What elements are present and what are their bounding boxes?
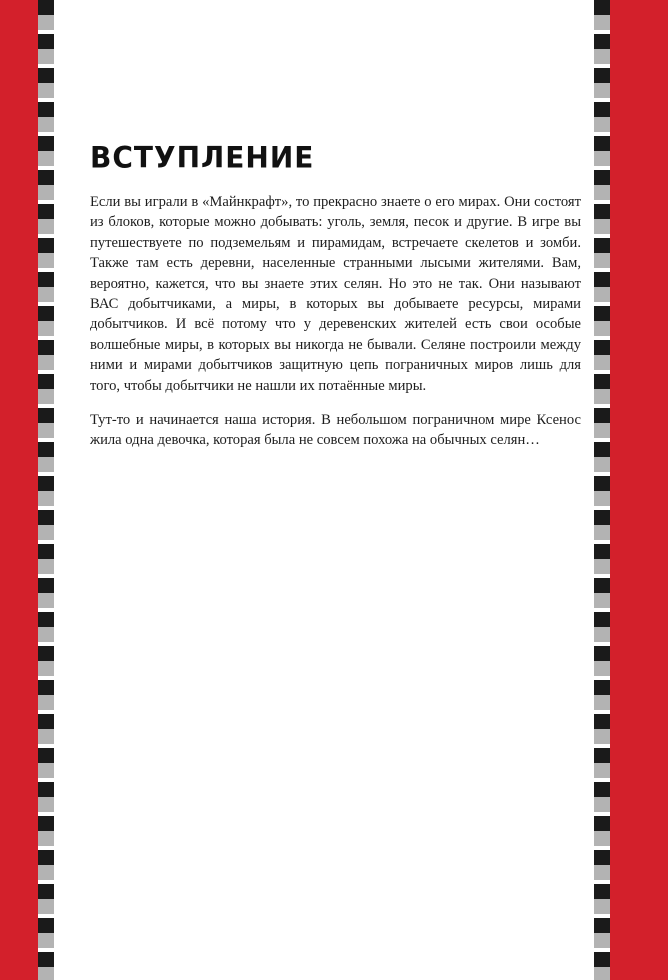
intro-paragraph-2: Тут-то и начинается наша история. В небольшом пограничном мире Ксенос жила одна девочка, которая была не совсем похожа на обычных селян… [90,412,581,449]
left-red-border [0,0,38,980]
right-red-border [610,0,668,980]
page-content [90,140,581,465]
right-checker-strip [594,0,610,980]
intro-paragraph-1: Если вы играли в «Майнкрафт», то прекрасно знаете о его мирах. Они состоят из блоков, которые можно добывать: уголь, земля, песок и другие. В игре вы путешествуете по подземельям и пирамидам, встречаете скелетов и зомби. Также там есть деревни, населенные странными лысыми жителями. Вам, вероятно, кажется, что вы знаете этих селян. Но это не так. Они называют ВАС добытчиками, а миры, в которых вы добываете ресурсы, мирами добытчиков. И всё потому что у деревенских жителей есть свои особые волшебные миры, в которых вы никогда не бывали. Селяне построили между ними и мирами добытчиков защитную цепь пограничных миров лишь для того, чтобы добытчики не нашли их потаённые миры. [90,194,581,394]
left-checker-strip [38,0,54,980]
chapter-heading: ВСТУПЛЕНИЕ [90,140,315,175]
